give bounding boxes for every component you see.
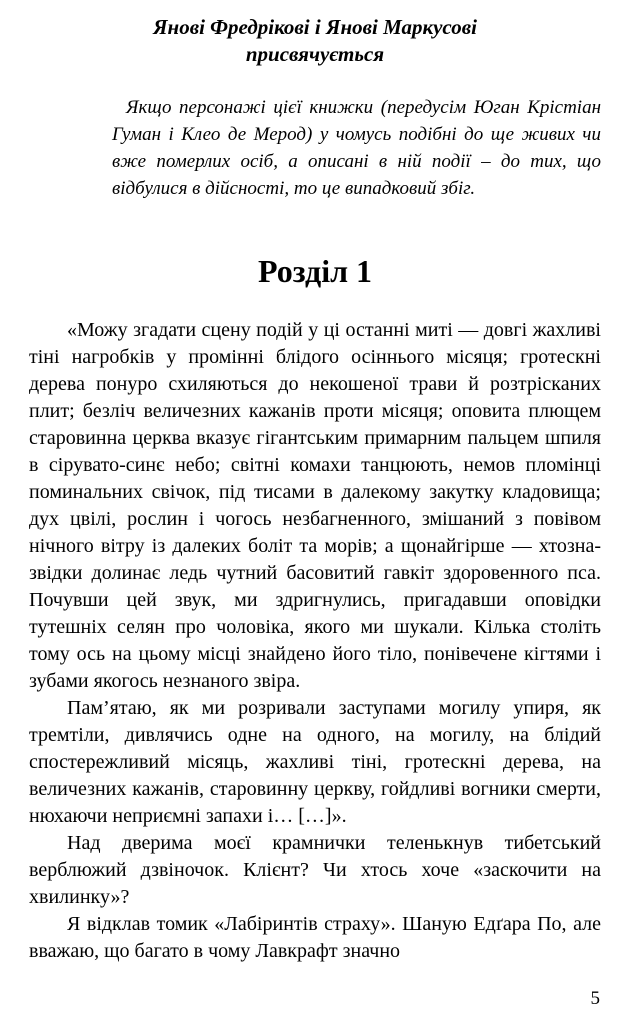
dedication [29, 14, 601, 68]
body-text [29, 317, 601, 965]
body-paragraph-3: Над дверима моєї крамнички теленькнув тибетський верблюжий дзвіночок. Клієнт? Чи хтось хоче «заскочити на хвилинку»? [29, 832, 601, 908]
body-paragraph-2: Пам’ятаю, як ми розривали заступами могилу упиря, як тремтіли, дивлячись одне на одного, на могилу, на блідий спостережливий місяць, жахливі тіні, гротескні дерева, на величезних кажанів, старовинну церкву, гойдливі вогники смерти, нюхаючи неприємні запахи і… […]». [29, 697, 601, 827]
page-number: 5 [590, 988, 600, 1009]
chapter-title: Розділ 1 [257, 253, 373, 289]
dedication-line-2: присвячується [245, 42, 385, 66]
body-paragraph-4: Я відклав томик «Лабіринтів страху». Шаную Едґара По, але вважаю, що багато в чому Лавкрафт значно [29, 913, 601, 962]
body-paragraph-1: «Можу згадати сцену подій у ці останні миті — довгі жахливі тіні нагробків у промінні блідого осіннього місяця; гротескні дерева понуро схиляються до некошеної трави й розтрісканих плит; безліч величезних кажанів проти місяця; оповита плющем старовинна церква вказує гігантським примарним пальцем шпиля в сірувато-синє небо; світні комахи танцюють, немов пломінці поминальних свічок, під тисами в далекому закутку кладовища; дух цвілі, рослин і чогось незбагненного, змішаний з повівом нічного вітру із далеких боліт та морів; а щонайгірше — хтозна-звідки долинає ледь чутний басовитий гавкіт здоровенного пса. Почувши цей звук, ми здригнулись, пригадавши оповідки тутешніх селян про чоловіка, якого ми шукали. Кілька століть тому ось на цьому місці знайдено його тіло, понівечене кігтями і зубами якогось незнаного звіра. [29, 319, 601, 692]
epigraph: Якщо персонажі цієї книжки (передусім Юган Крістіан Гуман і Клео де Мерод) у чомусь подібні до ще живих чи вже померлих осіб, а описані в ній події – до тих, що відбулися в дійсності, то це випадковий збіг. [112, 97, 601, 199]
dedication-line-1: Янові Фредрікові і Янові Маркусові [153, 15, 477, 39]
